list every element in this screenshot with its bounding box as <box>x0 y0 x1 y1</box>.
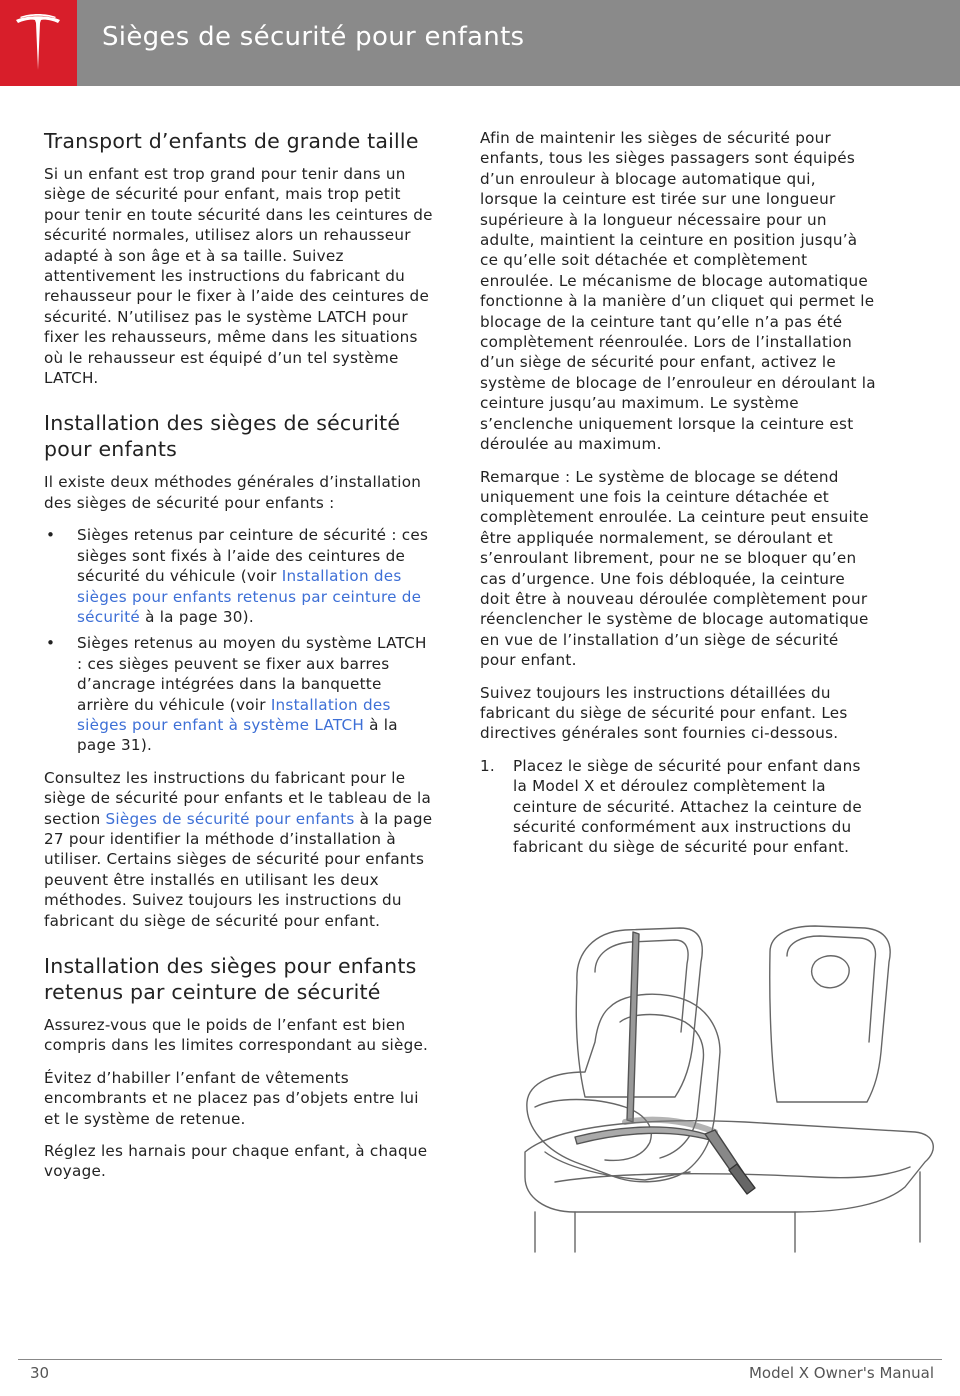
list-item <box>480 756 876 858</box>
lap-belt <box>575 1127 710 1144</box>
section-heading-large-children: Transport d’enfants de grande taille <box>44 129 419 153</box>
tesla-logo-icon <box>14 14 62 72</box>
list-item: • Sièges retenus par ceinture de sécurité : ces sièges sont fixés à l’aide des ceintures de sécurité du véhicule (voir Installation des sièges pour enfants retenus par ceinture de sécurité à la page 30). <box>44 525 436 627</box>
link-belt-installation[interactable]: Installation des sièges pour enfants retenus par ceinture de sécurité <box>77 567 422 626</box>
page-header <box>0 0 960 86</box>
note-paragraph: Remarque : Le système de blocage se détend uniquement une fois la ceinture détachée et complètement enroulée. La ceinture peut ensuite être appliquée normalement, se déroulant et s’enroulant librement, pour ne se bloquer qu’en cas d’urgence. Une fois débloquée, la ceinture doit être à nouveau déroulée complètement pour réenclencher le système de blocage automatique en vue de l’installation d’un siège de sécurité pour enfant. <box>480 467 869 670</box>
paragraph: Suivez toujours les instructions détaillées du fabricant du siège de sécurité pour enfant. Les directives générales sont fournies ci-dessous. <box>480 683 848 743</box>
step-number: 1. <box>480 756 495 775</box>
page-title: Sièges de sécurité pour enfants <box>102 22 525 52</box>
link-child-seats[interactable]: Sièges de sécurité pour enfants <box>105 809 355 828</box>
tesla-logo <box>0 0 77 86</box>
paragraph: Il existe deux méthodes générales d’installation des sièges de sécurité pour enfants : <box>44 473 422 512</box>
shoulder-belt <box>627 932 639 1122</box>
manual-title: Model X Owner's Manual <box>748 1364 934 1382</box>
paragraph: Assurez-vous que le poids de l’enfant est bien compris dans les limites correspondant au siège. <box>44 1016 429 1055</box>
paragraph: Évitez d’habiller l’enfant de vêtements encombrants et ne placez pas d’objets entre lui et le système de retenue. <box>44 1068 419 1128</box>
step-text: Placez le siège de sécurité pour enfant dans la Model X et déroulez complètement la ceinture de sécurité. Attachez la ceinture de sécurité conformément aux instructions du fabricant du siège de sécurité pour enfant. <box>513 756 862 857</box>
child-seat-illustration <box>515 922 940 1262</box>
list-item: • Sièges retenus au moyen du système LATCH : ces sièges peuvent se fixer aux barres d’ancrage intégrées dans la banquette arrière du véhicule (voir Installation des sièges pour enfant à système LATCH à la page 31). <box>44 633 436 755</box>
page-number: 30 <box>30 1364 50 1382</box>
right-column <box>480 128 876 858</box>
paragraph: Consultez les instructions du fabricant pour le siège de sécurité pour enfants et le tableau de la section Sièges de sécurité pour enfants à la page 27 pour identifier la méthode d’installation à utiliser. Certains sièges de sécurité pour enfants peuvent être installés en utilisant les deux méthodes. Suivez toujours les instructions du fabricant du siège de sécurité pour enfant. <box>44 768 433 930</box>
steps-list <box>480 756 876 858</box>
section-heading-install-seats: Installation des sièges de sécurité pour enfants <box>44 411 401 462</box>
child-seat-shell <box>527 994 720 1182</box>
footer-divider <box>18 1359 942 1360</box>
paragraph: Réglez les harnais pour chaque enfant, à chaque voyage. <box>44 1142 428 1181</box>
seat-back-right-inner <box>787 936 875 1042</box>
link-latch-installation[interactable]: Installation des sièges pour enfant à système LATCH <box>77 695 391 734</box>
left-column <box>44 128 436 1194</box>
headrest-right <box>812 956 850 988</box>
paragraph: Si un enfant est trop grand pour tenir dans un siège de sécurité pour enfant, mais trop petit pour tenir en toute sécurité dans les ceintures de sécurité normales, utilisez alors un rehausseur adapté à son âge et à sa taille. Suivez attentivement les instructions du fabricant du rehausseur pour le fixer à l’aide des ceintures de sécurité. N’utilisez pas le système LATCH pour fixer les rehausseurs, même dans les situations où le rehausseur est équipé d’un tel système LATCH. <box>44 165 433 388</box>
paragraph: Afin de maintenir les sièges de sécurité pour enfants, tous les sièges passagers sont équipés d’un enrouleur à blocage automatique qui, lorsque la ceinture est tirée sur une longueur supérieure à la longueur nécessaire pour un adulte, maintient la ceinture en position jusqu’à ce qu’elle soit détachée et complètement enroulée. Le mécanisme de blocage automatique fonctionne à la manière d’un cliquet qui permet le blocage de la ceinture tant qu’elle n’a pas été complètement réenroulée. Lors de l’installation d’un siège de sécurité pour enfant, activez le système de blocage de l’enrouleur en déroulant la ceinture jusqu’au maximum. Le système s’enclenche uniquement lorsque la ceinture est déroulée au maximum. <box>480 129 876 454</box>
install-methods-list <box>44 525 436 755</box>
buckle <box>729 1164 755 1194</box>
section-heading-belt-seats: Installation des sièges pour enfants retenus par ceinture de sécurité <box>44 954 417 1004</box>
